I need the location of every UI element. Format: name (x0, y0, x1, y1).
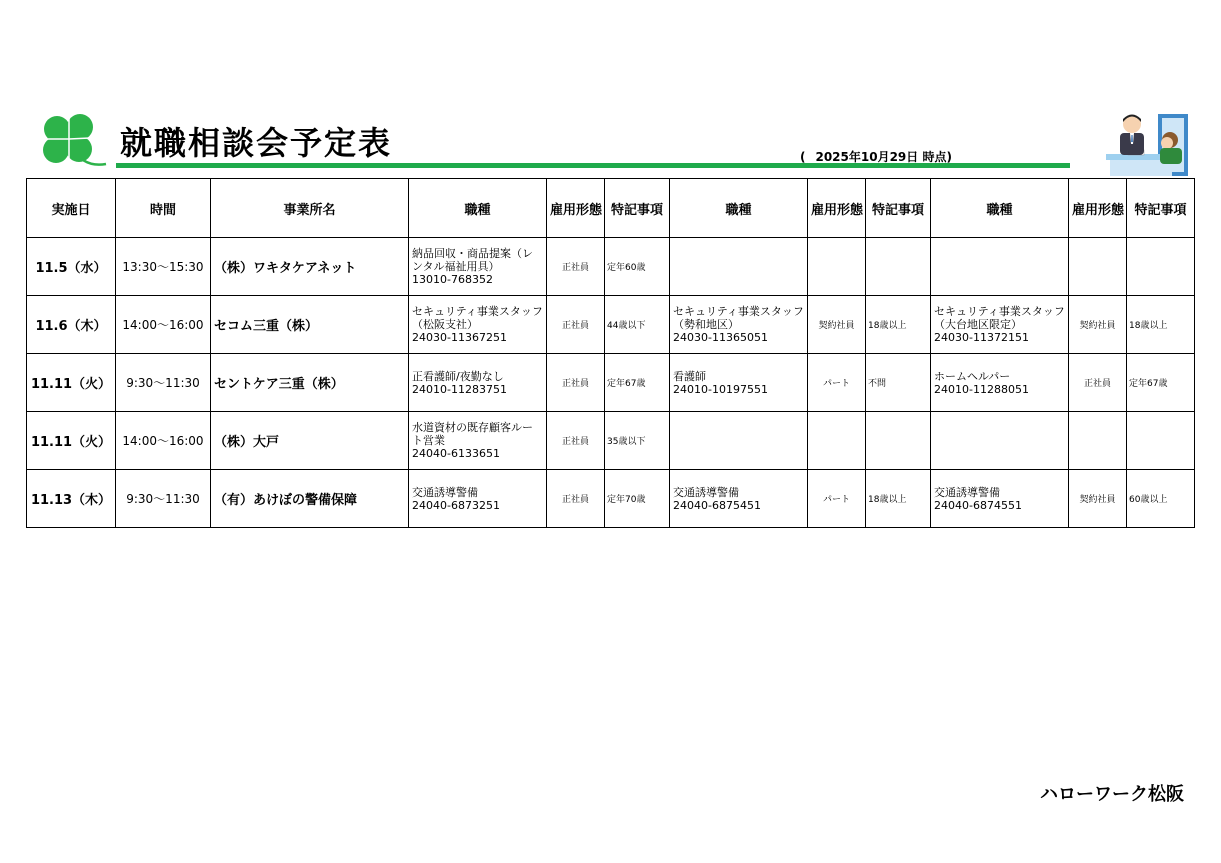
table-row (27, 412, 1195, 470)
special-note (1127, 412, 1195, 470)
job-title: セキュリティ事業スタッフ（大台地区限定） (934, 305, 1065, 331)
company-name: （株）大戸 (211, 412, 409, 470)
job-code: 24040-6873251 (412, 498, 500, 512)
job-cell (931, 354, 1069, 412)
job-title: 交通誘導警備 (673, 485, 739, 499)
job-code: 24030-11365051 (673, 331, 768, 344)
job-title: 看護師 (673, 369, 706, 383)
company-name: セントケア三重（株） (211, 354, 409, 412)
special-note: 18歳以上 (866, 470, 931, 528)
special-note (1127, 238, 1195, 296)
as-of-date-text: 2025年10月29日 時点) (815, 150, 952, 164)
table-header-row (27, 179, 1195, 238)
clover-icon (36, 112, 108, 170)
job-title: セキュリティ事業スタッフ（勢和地区） (673, 305, 804, 331)
job-title: 交通誘導警備 (934, 485, 1000, 499)
special-note: 定年67歳 (1127, 354, 1195, 412)
job-cell (670, 296, 808, 354)
event-time: 9:30～11:30 (116, 354, 211, 412)
schedule-table (26, 178, 1195, 528)
employment-type (1069, 238, 1127, 296)
job-code: 24010-10197551 (673, 382, 768, 396)
employment-type: 契約社員 (808, 296, 866, 354)
table-row (27, 354, 1195, 412)
col-header-time: 時間 (116, 179, 211, 238)
special-note: 定年70歳 (605, 470, 670, 528)
employment-type: 正社員 (547, 470, 605, 528)
job-title: 正看護師/夜勤なし (412, 369, 504, 383)
special-note: 不問 (866, 354, 931, 412)
col-header-note-2: 特記事項 (866, 179, 931, 238)
employment-type: 正社員 (547, 238, 605, 296)
special-note: 定年67歳 (605, 354, 670, 412)
company-name: （有）あけぼの警備保障 (211, 470, 409, 528)
event-date: 11.6（木） (27, 296, 116, 354)
special-note: 18歳以上 (1127, 296, 1195, 354)
job-code: 13010-768352 (412, 273, 493, 286)
special-note: 44歳以下 (605, 296, 670, 354)
event-date: 11.11（火） (27, 354, 116, 412)
job-title: セキュリティ事業スタッフ（松阪支社） (412, 305, 543, 331)
col-header-job-3: 職種 (931, 179, 1069, 238)
company-name: （株）ワキタケアネット (211, 238, 409, 296)
company-name: セコム三重（株） (211, 296, 409, 354)
job-code: 24040-6874551 (934, 498, 1022, 512)
job-code: 24040-6133651 (412, 447, 500, 460)
table-row (27, 238, 1195, 296)
job-cell (409, 238, 547, 296)
employment-type (808, 238, 866, 296)
col-header-note-3: 特記事項 (1127, 179, 1195, 238)
employment-type: 契約社員 (1069, 470, 1127, 528)
table-row (27, 470, 1195, 528)
job-title: 納品回収・商品提案（レンタル福祉用具） (412, 247, 533, 273)
employment-type: 契約社員 (1069, 296, 1127, 354)
job-cell (409, 354, 547, 412)
job-code: 24010-11283751 (412, 382, 507, 396)
job-cell (931, 296, 1069, 354)
special-note: 60歳以上 (1127, 470, 1195, 528)
job-cell (670, 354, 808, 412)
special-note: 定年60歳 (605, 238, 670, 296)
special-note: 35歳以下 (605, 412, 670, 470)
special-note (866, 412, 931, 470)
as-of-date (800, 148, 952, 165)
event-time: 9:30～11:30 (116, 470, 211, 528)
col-header-job-1: 職種 (409, 179, 547, 238)
employment-type: 正社員 (547, 354, 605, 412)
job-code: 24030-11372151 (934, 331, 1029, 344)
job-cell (931, 470, 1069, 528)
event-time: 14:00～16:00 (116, 412, 211, 470)
job-cell (409, 412, 547, 470)
consultation-illustration (1104, 110, 1190, 178)
job-title: 交通誘導警備 (412, 485, 478, 499)
event-date: 11.5（水） (27, 238, 116, 296)
employment-type (808, 412, 866, 470)
special-note (866, 238, 931, 296)
col-header-date: 実施日 (27, 179, 116, 238)
job-cell (670, 238, 808, 296)
col-header-job-2: 職種 (670, 179, 808, 238)
col-header-employment-3: 雇用形態 (1069, 179, 1127, 238)
event-time: 13:30～15:30 (116, 238, 211, 296)
col-header-employment-1: 雇用形態 (547, 179, 605, 238)
employment-type: 正社員 (547, 296, 605, 354)
col-header-company: 事業所名 (211, 179, 409, 238)
job-title: 水道資材の既存顧客ルート営業 (412, 421, 533, 447)
employment-type: パート (808, 354, 866, 412)
job-title: ホームヘルパー (934, 369, 1011, 383)
job-code: 24040-6875451 (673, 498, 761, 512)
employment-type: 正社員 (1069, 354, 1127, 412)
office-name: ハローワーク松阪 (1040, 784, 1184, 805)
job-code: 24030-11367251 (412, 331, 507, 344)
table-row (27, 296, 1195, 354)
event-date: 11.13（木） (27, 470, 116, 528)
job-cell (931, 238, 1069, 296)
event-date: 11.11（火） (27, 412, 116, 470)
employment-type: パート (808, 470, 866, 528)
special-note: 18歳以上 (866, 296, 931, 354)
col-header-employment-2: 雇用形態 (808, 179, 866, 238)
job-cell (670, 412, 808, 470)
employment-type: 正社員 (547, 412, 605, 470)
job-cell (409, 470, 547, 528)
job-code: 24010-11288051 (934, 382, 1029, 396)
employment-type (1069, 412, 1127, 470)
as-of-date-open: ( (800, 150, 806, 164)
job-cell (670, 470, 808, 528)
job-cell (409, 296, 547, 354)
event-time: 14:00～16:00 (116, 296, 211, 354)
col-header-note-1: 特記事項 (605, 179, 670, 238)
page-title: 就職相談会予定表 (120, 124, 393, 162)
job-cell (931, 412, 1069, 470)
